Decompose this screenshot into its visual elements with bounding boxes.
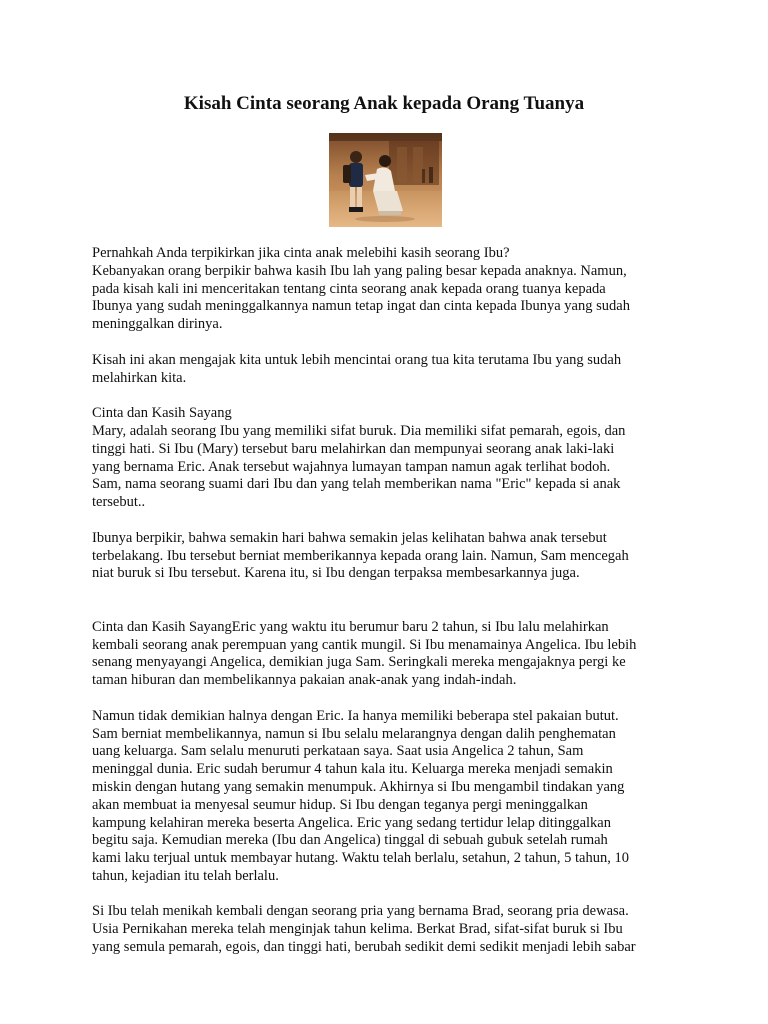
text-line: meninggal dunia. Eric sudah berumur 4 tahun kala itu. Keluarga mereka menjadi semakin	[92, 761, 613, 778]
text-line: akan membuat ia menyesal seumur hidup. Si Ibu dengan teganya pergi meninggalkan	[92, 796, 588, 813]
text-line: begitu saja. Kemudian mereka (Ibu dan Angelica) tinggal di sebuah gubuk setelah rumah	[92, 832, 608, 849]
text-line: taman hiburan dan membelikannya pakaian anak-anak yang indah-indah.	[92, 672, 517, 689]
text-line: yang semula pemarah, egois, dan tinggi hati, berubah sedikit demi sedikit menjadi lebih sabar	[92, 939, 636, 956]
text-line: tersebut..	[92, 494, 146, 511]
text-line: Pernahkah Anda terpikirkan jika cinta anak melebihi kasih seorang Ibu?	[92, 245, 510, 261]
paragraph	[92, 708, 692, 886]
text-line: Cinta dan Kasih Sayang	[92, 405, 232, 422]
text-line: miskin dengan hutang yang semakin menumpuk. Akhirnya si Ibu mengambil tindakan yang	[92, 778, 625, 795]
text-line: niat buruk si Ibu tersebut. Karena itu, si Ibu dengan terpaksa membesarkannya juga.	[92, 565, 580, 582]
text-line: Cinta dan Kasih SayangEric yang waktu itu berumur baru 2 tahun, si Ibu lalu melahirkan	[92, 618, 609, 635]
text-line: kembali seorang anak perempuan yang cantik mungil. Si Ibu menamainya Angelica. Ibu lebih	[92, 636, 637, 653]
text-line: meninggalkan dirinya.	[92, 316, 223, 333]
text-line: melahirkan kita.	[92, 369, 187, 386]
text-line: terbelakang. Ibu tersebut berniat memberikannya kepada orang lain. Namun, Sam mencegah	[92, 547, 629, 564]
paragraph	[92, 619, 692, 690]
text-line: Ibunya berpikir, bahwa semakin hari bahwa semakin jelas kelihatan bahwa anak tersebut	[92, 529, 607, 546]
text-line: Sam berniat membelikannya, namun si Ibu selalu melarangnya dengan dalih penghematan	[92, 725, 616, 742]
paragraph	[92, 245, 692, 334]
text-line: senang menyayangi Angelica, demikian juga Sam. Seringkali mereka mengajaknya pergi ke	[92, 654, 626, 671]
paragraph	[92, 352, 692, 388]
text-line: Mary, adalah seorang Ibu yang memiliki sifat buruk. Dia memiliki sifat pemarah, egois, dan	[92, 422, 626, 439]
text-line: tahun, kejadian itu telah berlalu.	[92, 867, 279, 884]
text-line: yang bernama Eric. Anak tersebut wajahnya lumayan tampan namun agak terlihat bodoh.	[92, 458, 611, 475]
text-line: Ibunya yang sudah meninggalkannya namun tetap ingat dan cinta kepada Ibunya yang sudah	[92, 298, 630, 315]
text-line: Namun tidak demikian halnya dengan Eric. Ia hanya memiliki beberapa stel pakaian butut.	[92, 707, 619, 724]
text-line: pada kisah kali ini menceritakan tentang cinta seorang anak kepada orang tuanya kepada	[92, 280, 606, 297]
document-body	[92, 245, 692, 975]
text-line: Si Ibu telah menikah kembali dengan seorang pria yang bernama Brad, seorang pria dewasa.	[92, 903, 629, 920]
text-line: tinggi hati. Si Ibu (Mary) tersebut baru melahirkan dan mempunyai seorang anak laki-laki	[92, 440, 615, 457]
paragraph	[92, 903, 692, 956]
text-line: kami laku terjual untuk membayar hutang. Waktu telah berlalu, setahun, 2 tahun, 5 tahun, 10	[92, 850, 629, 867]
text-line: Kisah ini akan mengajak kita untuk lebih mencintai orang tua kita terutama Ibu yang sudah	[92, 351, 622, 368]
text-line: kampung kelahiran mereka beserta Angelica. Eric yang sedang tertidur lelap ditinggalkan	[92, 814, 611, 831]
text-line: uang keluarga. Sam selalu menuruti perkataan saya. Saat usia Angelica 2 tahun, Sam	[92, 743, 584, 760]
paragraph	[92, 530, 692, 583]
paragraph	[92, 405, 692, 512]
text-line: Sam, nama seorang suami dari Ibu dan yang telah memberikan nama "Eric" kepada si anak	[92, 476, 621, 493]
document-title: Kisah Cinta seorang Anak kepada Orang Tuanya	[183, 93, 585, 114]
text-line: Kebanyakan orang berpikir bahwa kasih Ibu lah yang paling besar kepada anaknya. Namun,	[92, 262, 627, 279]
story-photo	[329, 133, 442, 227]
text-line: Usia Pernikahan mereka telah menginjak tahun kelima. Berkat Brad, sifat-sifat buruk si Ibu	[92, 921, 623, 938]
